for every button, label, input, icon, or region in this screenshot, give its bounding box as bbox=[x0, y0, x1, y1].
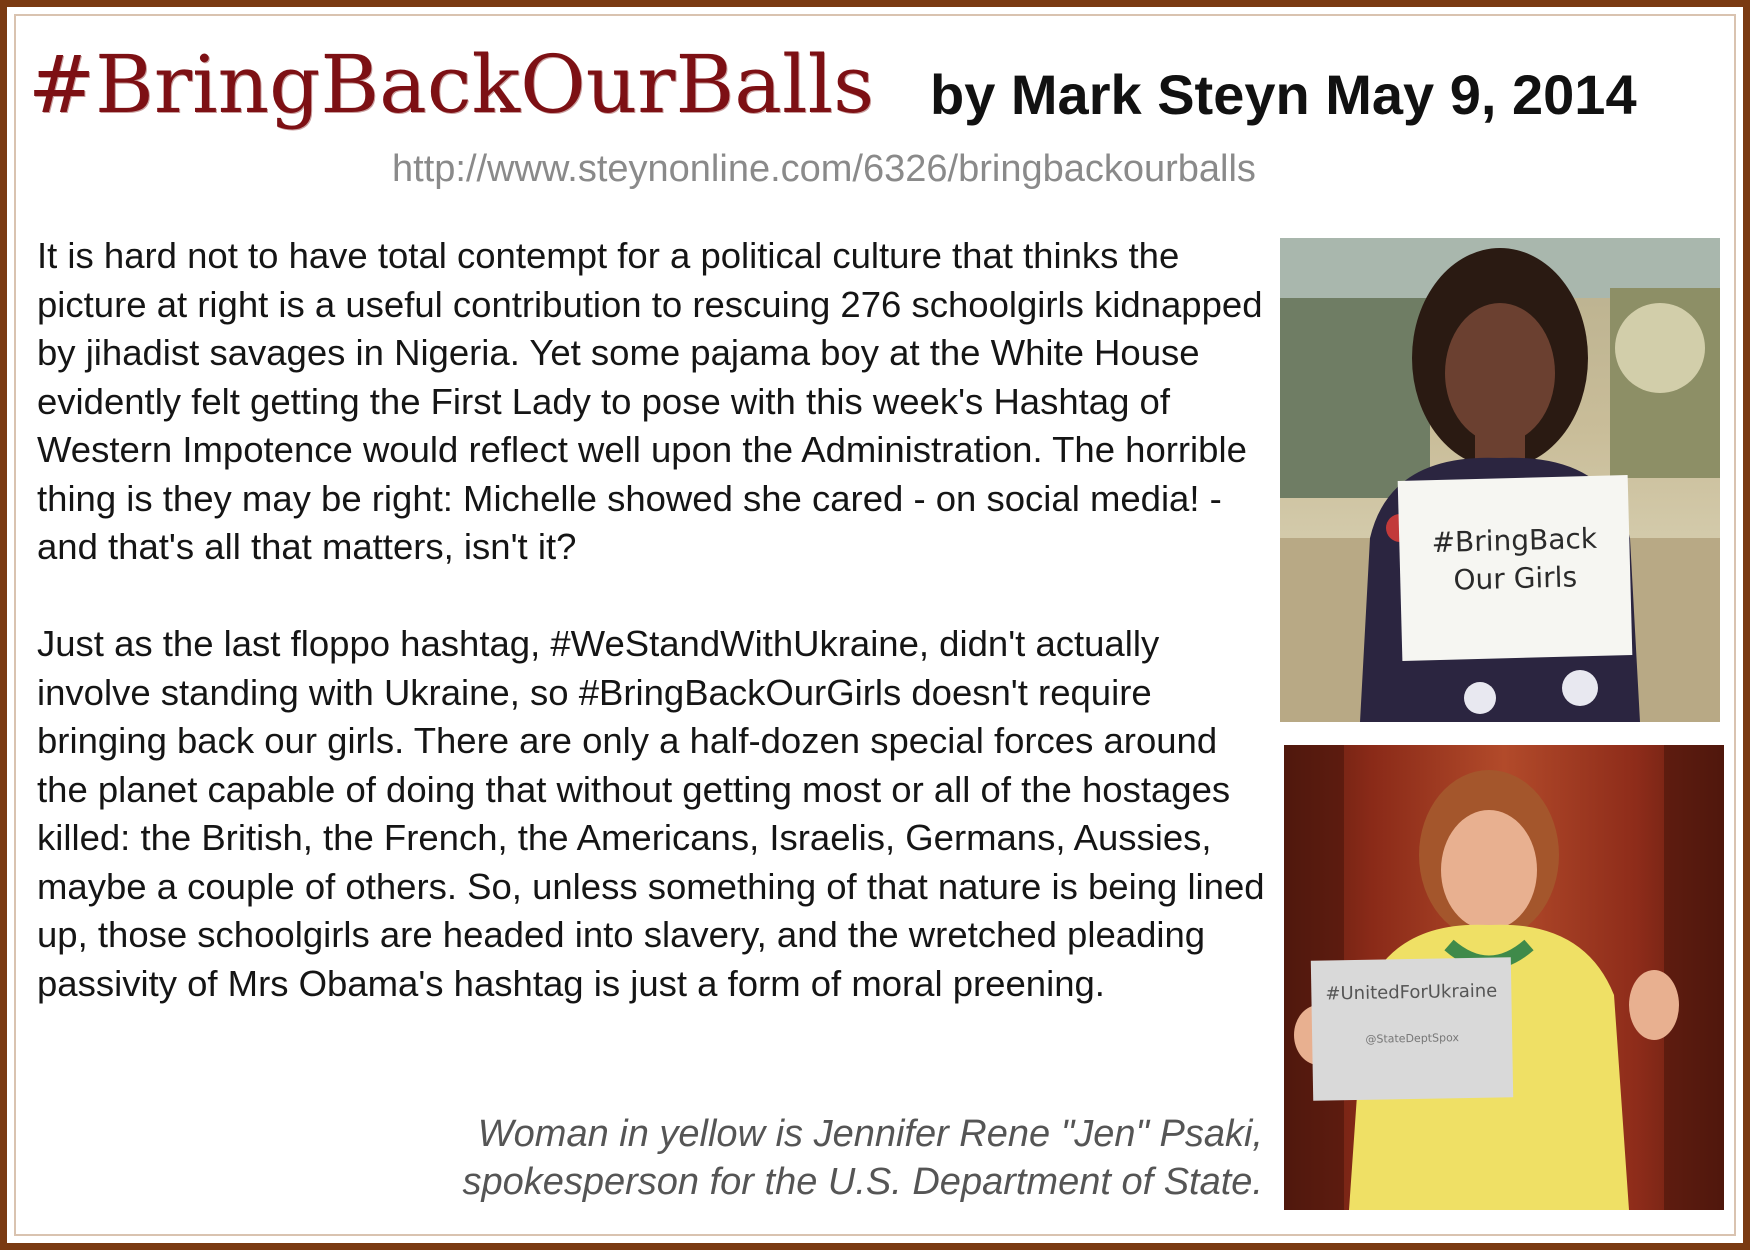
sign-united-for-ukraine bbox=[1311, 957, 1513, 1100]
sign2-handle: @StateDeptSpox bbox=[1365, 1031, 1460, 1046]
sign-line-1: #BringBack bbox=[1431, 521, 1598, 560]
page-title: #BringBackOurBalls bbox=[28, 38, 875, 131]
byline: by Mark Steyn May 9, 2014 bbox=[930, 63, 1637, 126]
source-url: http://www.steynonline.com/6326/bringbackourballs bbox=[392, 148, 1256, 190]
caption-line-1: Woman in yellow is Jennifer Rene "Jen" Psaki, bbox=[477, 1113, 1263, 1155]
caption-line-2: spokesperson for the U.S. Department of State. bbox=[462, 1161, 1263, 1203]
sign-line-2: Our Girls bbox=[1453, 560, 1578, 597]
sign2-text: #UnitedForUkraine bbox=[1325, 980, 1498, 1005]
photo-caption bbox=[462, 1110, 1263, 1206]
sign-bring-back-our-girls bbox=[1398, 475, 1633, 661]
photo-jen-psaki bbox=[1284, 745, 1724, 1210]
photo-first-lady bbox=[1280, 238, 1720, 722]
article-body bbox=[37, 232, 1277, 1008]
paragraph-2: Just as the last floppo hashtag, #WeStandWithUkraine, didn't actually involve standing with Ukraine, so #BringBackOurGirls doesn't require bringing back our girls. There are only a half-dozen special forces around the planet capable of doing that without getting most or all of the hostages killed: the British, the French, the Americans, Israelis, Germans, Aussies, maybe a couple of others. So, unless something of that nature is being lined up, those schoolgirls are headed into slavery, and the wretched pleading passivity of Mrs Obama's hashtag is just a form of moral preening. bbox=[37, 623, 1265, 1004]
paragraph-1: It is hard not to have total contempt for a political culture that thinks the picture at right is a useful contribution to rescuing 276 schoolgirls kidnapped by jihadist savages in Nigeria. Yet some pajama boy at the White House evidently felt getting the First Lady to pose with this week's Hashtag of Western Impotence would reflect well upon the Administration. The horrible thing is they may be right: Michelle showed she cared - on social media! - and that's all that matters, isn't it? bbox=[37, 235, 1263, 567]
